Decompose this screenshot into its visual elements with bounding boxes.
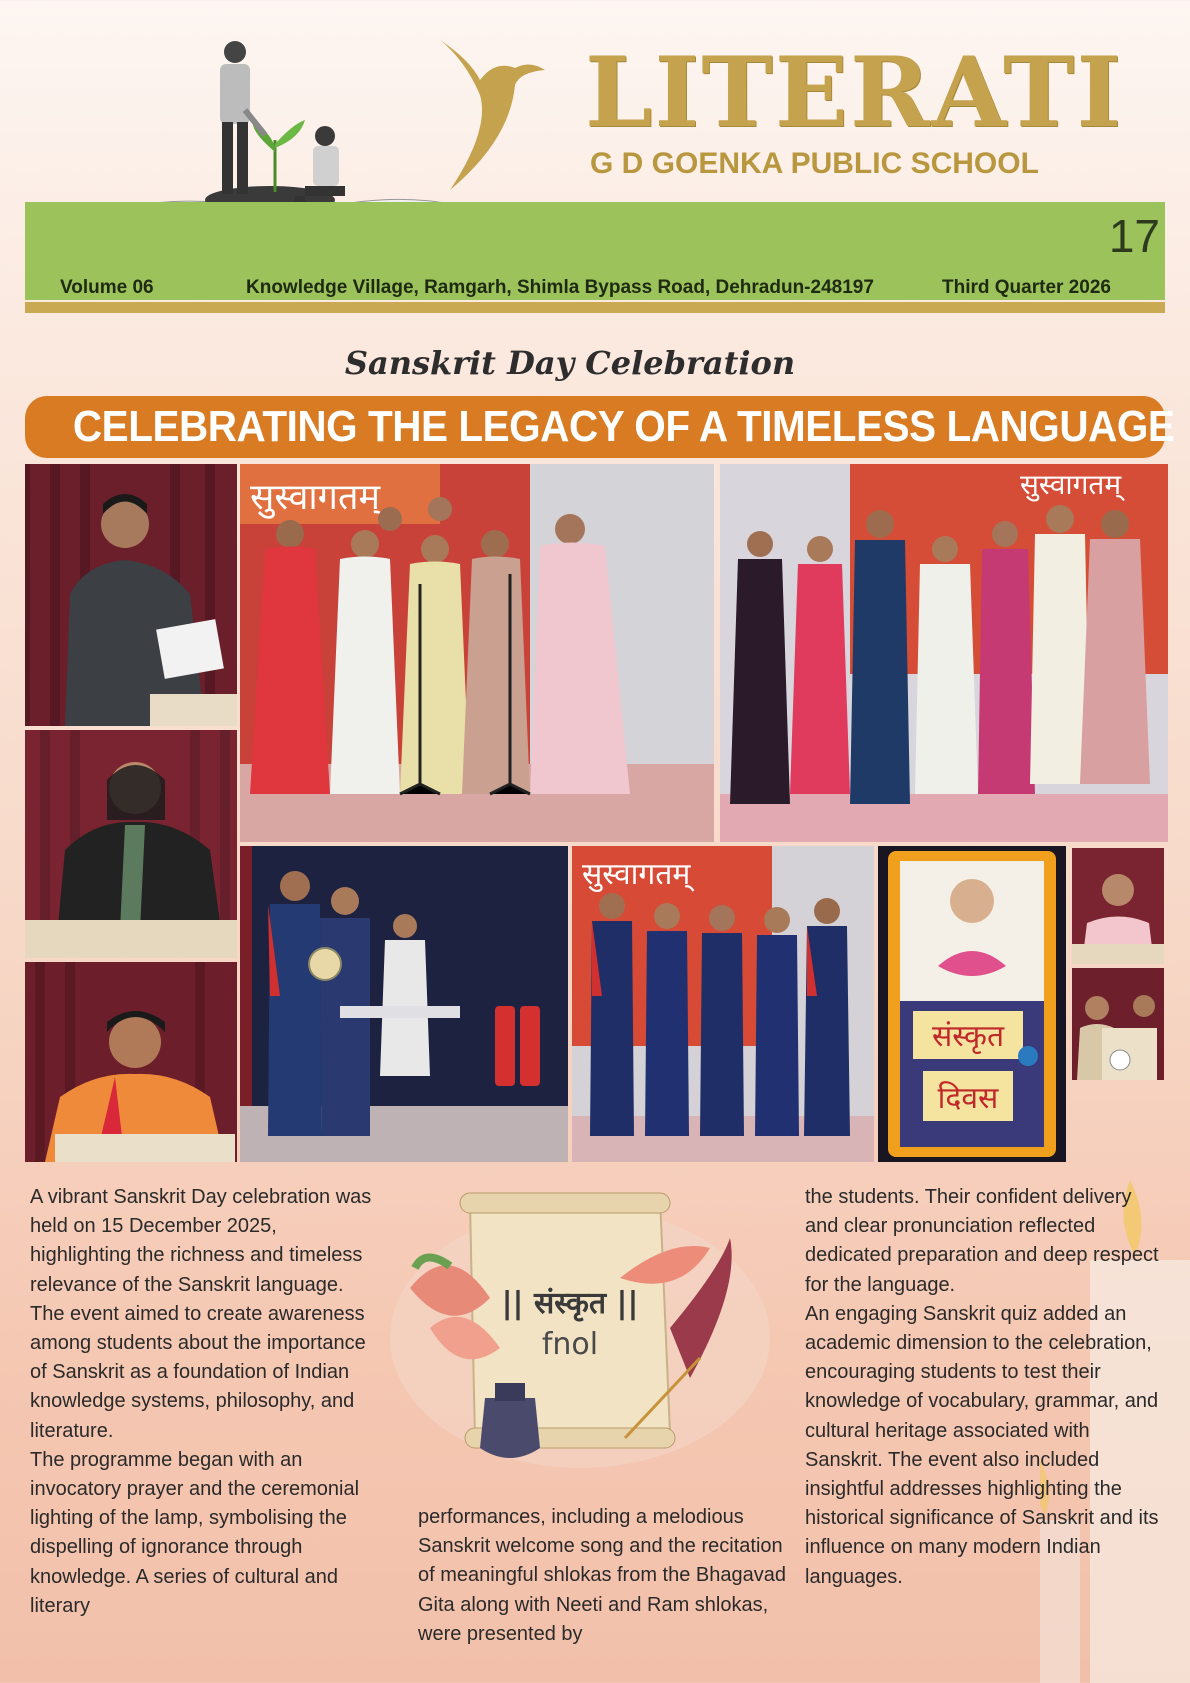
volume-label: Volume 06 xyxy=(60,277,154,298)
text-column-2 xyxy=(418,1503,788,1649)
photo-female-speaker xyxy=(25,730,237,958)
photo-instrumentalists xyxy=(240,846,568,1162)
photo-boys-choir xyxy=(572,846,874,1162)
photo-podium-speakers xyxy=(1072,968,1164,1080)
welcome-banner-text: सुस्वागतम् xyxy=(1020,468,1122,501)
bird-logo-icon xyxy=(440,40,565,200)
board-line1: संस्कृत xyxy=(931,1019,1005,1054)
page-number: 17 xyxy=(1108,210,1160,262)
photo-male-speaker xyxy=(25,464,237,726)
paragraph: An engaging Sanskrit quiz added an academic dimension to the celebration, encouraging students to test their knowledge of vocabulary, grammar, and cultural heritage associated with Sanskrit. The event also included insightful addresses highlighting the historical significance of Sanskrit and its influence on many modern Indian languages. xyxy=(805,1302,1159,1588)
paragraph: The programme began with an invocatory prayer and the ceremonial lighting of the lamp, symbolising the dispelling of ignorance through knowledge. A series of cultural and literary xyxy=(30,1448,360,1617)
headline-text: CELEBRATING THE LEGACY OF A TIMELESS LANGUAGE xyxy=(72,402,1175,451)
photo-sanskrit-diwas-board xyxy=(878,846,1066,1162)
welcome-banner-text: सुस्वागतम् xyxy=(582,857,691,892)
text-column-3 xyxy=(805,1183,1165,1592)
photo-mixed-choir xyxy=(720,464,1168,842)
brand-title: LITERATI xyxy=(585,36,1124,149)
scroll-title: || संस्कृत || xyxy=(501,1286,639,1321)
header-gold-rule xyxy=(25,302,1165,313)
board-line2: दिवस xyxy=(937,1081,999,1116)
text-column-1 xyxy=(30,1183,375,1621)
paragraph: A vibrant Sanskrit Day celebration was held on 15 December 2025, highlighting the richness and timeless relevance of the Sanskrit language. The event aimed to create awareness among students about the importance of Sanskrit as a foundation of Indian knowledge systems, philosophy, and literature. xyxy=(30,1186,372,1442)
scroll-subtitle: fnol xyxy=(541,1327,599,1362)
section-title: Sanskrit Day Celebration xyxy=(344,344,796,382)
photo-student-speaker xyxy=(25,962,237,1162)
photo-girls-choir xyxy=(240,464,714,842)
paragraph: performances, including a melodious Sanskrit welcome song and the recitation of meaningful shlokas from the Bhagavad Gita along with Neeti and Ram shlokas, were presented by xyxy=(418,1506,786,1645)
paragraph: the students. Their confident delivery and clear pronunciation reflected dedicated preparation and deep respect for the language. xyxy=(805,1186,1159,1296)
school-name: G D GOENKA PUBLIC SCHOOL xyxy=(590,147,1039,180)
sanskrit-scroll-illustration xyxy=(370,1178,790,1478)
photo-boy-speaker xyxy=(1072,848,1164,964)
welcome-banner-text: सुस्वागतम् xyxy=(250,477,380,518)
school-address: Knowledge Village, Ramgarh, Shimla Bypass Road, Dehradun-248197 xyxy=(246,277,874,298)
quarter-label: Third Quarter 2026 xyxy=(942,277,1111,298)
headline-banner xyxy=(25,396,1175,458)
